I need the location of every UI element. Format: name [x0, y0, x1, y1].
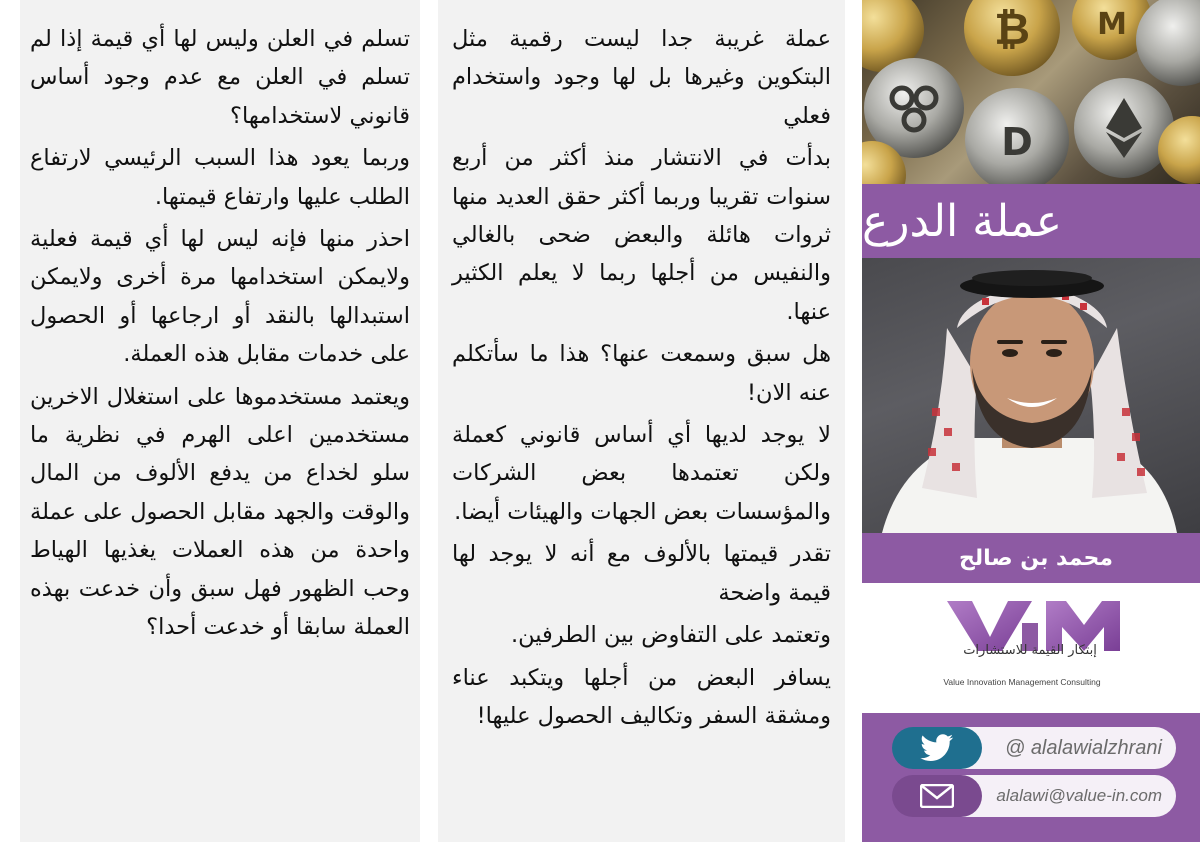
- author-name-band: [862, 533, 1200, 583]
- coins-header-image: [862, 0, 1200, 184]
- sidebar: [862, 0, 1200, 842]
- company-logo: [862, 583, 1200, 713]
- email-address: alalawi@value-in.com: [996, 786, 1162, 805]
- paragraph: لا يوجد لديها أي أساس قانوني كعملة ولكن تعتمدها بعض الشركات والمؤسسات بعض الجهات والهيئات أيضا.: [452, 422, 831, 525]
- paragraph: تسلم في العلن وليس لها أي قيمة إذا لم تسلم في العلن مع عدم وجود أساس قانوني لاستخدامها؟: [30, 26, 410, 129]
- email-envelope-icon: [920, 784, 954, 808]
- paragraph: عملة غريبة جدا ليست رقمية مثل البتكوين وغيرها بل لها وجود واستخدام فعلي: [452, 26, 831, 129]
- paragraph: تقدر قيمتها بالألوف مع أنه لا يوجد لها قيمة واضحة: [452, 541, 831, 606]
- paragraph: ويعتمد مستخدموها على استغلال الاخرين مستخدمين اعلى الهرم في نظرية ما سلو لخداع من يدفع الألوف من المال والوقت والجهد مقابل الحصول على عملة واحدة من هذه العملات يغذيها الهياط وحب الظهور فهل سبق وأن خدعت بهذه العملة سابقا أو خدعت أحدا؟: [30, 383, 410, 641]
- author-name: محمد بن صالح: [959, 545, 1113, 571]
- paragraph: بدأت في الانتشار منذ أكثر من أربع سنوات تقريبا وربما أكثر حقق العديد منها ثروات هائلة والبعض ضحى بالغالي والنفيس من أجلها ربما لا يعلم الكثير عنها.: [452, 145, 831, 325]
- twitter-handle: @ alalawialzhrani: [1004, 736, 1162, 759]
- paragraph: يسافر البعض من أجلها ويتكبد عناء ومشقة السفر وتكاليف الحصول عليها!: [452, 664, 831, 729]
- paragraph: وتعتمد على التفاوض بين الطرفين.: [510, 622, 831, 649]
- svg-text:₿: ₿: [994, 4, 1030, 55]
- company-name-arabic: إبتكار القيمة للاستشارات: [963, 643, 1097, 658]
- article-column-left: [20, 0, 420, 842]
- article-title: عملة الدرع: [862, 195, 1063, 247]
- contact-band: [862, 713, 1200, 842]
- article-title-band: [862, 184, 1200, 258]
- paragraph: هل سبق وسمعت عنها؟ هذا ما سأتكلم عنه الان!: [452, 341, 831, 406]
- coins-illustration: [862, 0, 1200, 184]
- twitter-bird-icon: [920, 734, 954, 762]
- svg-text:M: M: [1097, 7, 1127, 42]
- author-photo: [862, 258, 1200, 533]
- article-column-middle: [438, 0, 845, 842]
- company-name-english: Value Innovation Management Consulting: [943, 677, 1101, 687]
- svg-text:D: D: [1001, 120, 1033, 164]
- twitter-icon[interactable]: [892, 727, 982, 769]
- envelope-icon[interactable]: [892, 775, 982, 817]
- paragraph: وربما يعود هذا السبب الرئيسي لارتفاع الطلب عليها وارتفاع قيمتها.: [30, 145, 410, 210]
- paragraph: احذر منها فإنه ليس لها أي قيمة فعلية ولايمكن استخدامها مرة أخرى ولايمكن استبدالها بالنقد أو ارجاعها أو الحصول على خدمات مقابل هذه العملة.: [30, 226, 410, 368]
- author-portrait: [862, 258, 1200, 533]
